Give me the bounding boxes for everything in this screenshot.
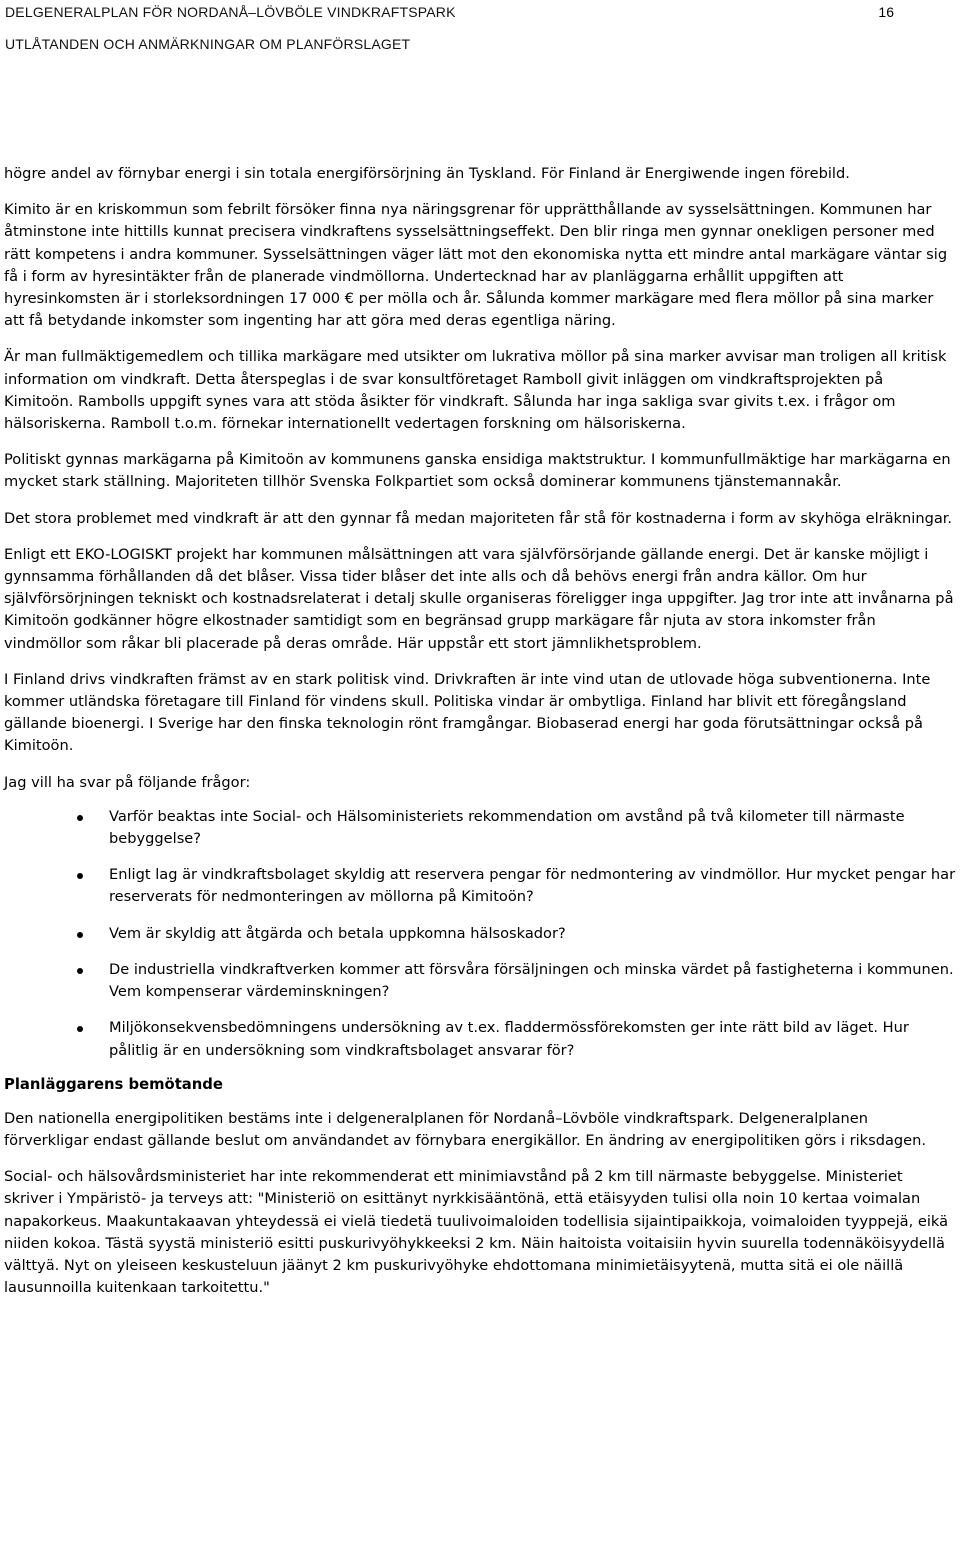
response-paragraph: Social- och hälsovårdsministeriet har inte rekommenderat ett minimiavstånd på 2 km till närmaste bebyggelse. Ministeriet skriver i Ympäristö- ja terveys att: "Ministeriö on esittänyt nyrkkisääntönä, että etäisyyden tulisi olla noin 10 kertaa voimalan napakorkeus. Maakuntakaavan yhteydessä ei vielä tiedetä tuulivoimaloiden todellisia sijaintipaikkoja, voimaloiden tyyppejä, eikä niiden kokoa. Tästä syystä ministeriö esitti puskurivyöhykkeeksi 2 km. Näin haitoista voitaisiin hyvin suurella todennäköisyydellä välttyä. Nyt on yleiseen keskusteluun jäänyt 2 km puskurivyöhyke ehdottomana minimietäisyytenä, mutta sitä ei ole näillä lausunnoilla kuitenkaan tarkoitettu." xyxy=(4,1168,949,1297)
question-text: Varför beaktas inte Social- och Hälsoministeriets rekommendation om avstånd på två kilometer till närmaste bebyggelse? xyxy=(109,807,905,848)
document-body xyxy=(4,163,956,1313)
question-text: Vem är skyldig att åtgärda och betala uppkomna hälsoskador? xyxy=(109,924,566,942)
question-text: De industriella vindkraftverken kommer att försvåra försäljningen och minska värdet på fastigheterna i kommunen. Vem kompenserar värdeminskningen? xyxy=(109,960,954,1001)
list-item xyxy=(4,959,956,1003)
paragraph: Politiskt gynnas markägarna på Kimitoön av kommunens ganska ensidiga maktstruktur. I kommunfullmäktige har markägarna en mycket stark ställning. Majoriteten tillhör Svenska Folkpartiet som också dominerar kommunens tjänstemannakår. xyxy=(4,451,951,491)
paragraph: Enligt ett EKO-LOGISKT projekt har kommunen målsättningen att vara självförsörjande gällande energi. Det är kanske möjligt i gynnsamma förhållanden då det blåser. Vissa tider blåser det inte alls och då behövs energi från andra källor. Om hur självförsörjningen tekniskt och kostnadsrelaterat i detalj skulle organiseras föreligger inga uppgifter. Jag tror inte att invånarna på Kimitoön godkänner högre elkostnader samtidigt som en begränsad grupp markägare får njuta av stora inkomster från vindmöllor som råkar bli placerade på deras område. Här uppstår ett stort jämnlikhetsproblem. xyxy=(4,545,954,652)
paragraph: högre andel av förnybar energi i sin totala energiförsörjning än Tyskland. För Finland är Energiwende ingen förebild. xyxy=(4,165,850,182)
list-item xyxy=(4,806,956,850)
response-heading: Planläggarens bemötande xyxy=(4,1075,223,1093)
running-header-subtitle: UTLÅTANDEN OCH ANMÄRKNINGAR OM PLANFÖRSLAGET xyxy=(5,36,411,52)
bullet-icon xyxy=(77,932,83,938)
page-number: 16 xyxy=(878,4,894,20)
paragraph: Det stora problemet med vindkraft är att den gynnar få medan majoriteten får stå för kostnaderna i form av skyhöga elräkningar. xyxy=(4,509,953,527)
bullet-icon xyxy=(77,815,83,821)
questions-intro: Jag vill ha svar på följande frågor: xyxy=(4,773,251,791)
response-paragraph: Den nationella energipolitiken bestäms inte i delgeneralplanen för Nordanå–Lövböle vindkraftspark. Delgeneralplanen förverkligar endast gällande beslut om användandet av förnybara energikällor. En ändring av energipolitiken görs i riksdagen. xyxy=(4,1109,927,1149)
questions-list xyxy=(4,806,956,1062)
question-text: Enligt lag är vindkraftsbolaget skyldig att reservera pengar för nedmontering av vindmöllor. Hur mycket pengar har reserverats för nedmonteringen av möllorna på Kimitoön? xyxy=(109,866,956,906)
question-text: Miljökonsekvensbedömningens undersökning av t.ex. fladdermössförekomsten ger inte rätt bild av läget. Hur pålitlig är en undersökning som vindkraftsbolaget ansvarar för? xyxy=(109,1019,909,1059)
bullet-icon xyxy=(77,1026,83,1032)
paragraph: Är man fullmäktigemedlem och tillika markägare med utsikter om lukrativa möllor på sina marker avvisar man troligen all kritisk information om vindkraft. Detta återspeglas i de svar konsultföretaget Ramboll givit inläggen om vindkraftsprojekten på Kimitoön. Rambolls uppgift synes vara att stöda åsikter för vindkraft. Sålunda har inga sakliga svar givits t.ex. i frågor om hälsoriskerna. Ramboll t.o.m. förnekar internationellt vedertagen forskning om hälsoriskerna. xyxy=(4,348,947,433)
list-item xyxy=(4,1017,956,1061)
list-item xyxy=(4,864,956,908)
paragraph: Kimito är en kriskommun som febrilt försöker finna nya näringsgrenar för upprätthållande av sysselsättningen. Kommunen har åtminstone inte hittills kunnat precisera vindkraftens sysselsättningseffekt. Den blir ringa men gynnar onekligen personer med rätt kompetens i andra kommuner. Sysselsättningen väger lätt mot den ekonomiska nytta ett mindre antal markägare väntar sig få i form av hyresintäkter från de planerade vindmöllorna. Undertecknad har av planläggarna erhållit uppgiften att hyresinkomsten är i storleksordningen 17 000 € per mölla och år. Sålunda kommer markägare med flera möllor på sina marker att få betydande inkomster som ingenting har att göra med deras egentliga näring. xyxy=(4,201,948,330)
running-header-title: DELGENERALPLAN FÖR NORDANÅ–LÖVBÖLE VINDKRAFTSPARK xyxy=(5,4,456,20)
bullet-icon xyxy=(77,873,83,879)
list-item xyxy=(4,923,956,945)
bullet-icon xyxy=(77,968,83,974)
paragraph: I Finland drivs vindkraften främst av en stark politisk vind. Drivkraften är inte vind utan de utlovade höga subventionerna. Inte kommer utländska företagare till Finland för vindens skull. Politiska vindar är ombytliga. Finland har blivit ett föregångsland gällande bioenergi. I Sverige har den finska teknologin rönt framgångar. Biobaserad energi har goda förutsättningar också på Kimitoön. xyxy=(4,670,931,755)
